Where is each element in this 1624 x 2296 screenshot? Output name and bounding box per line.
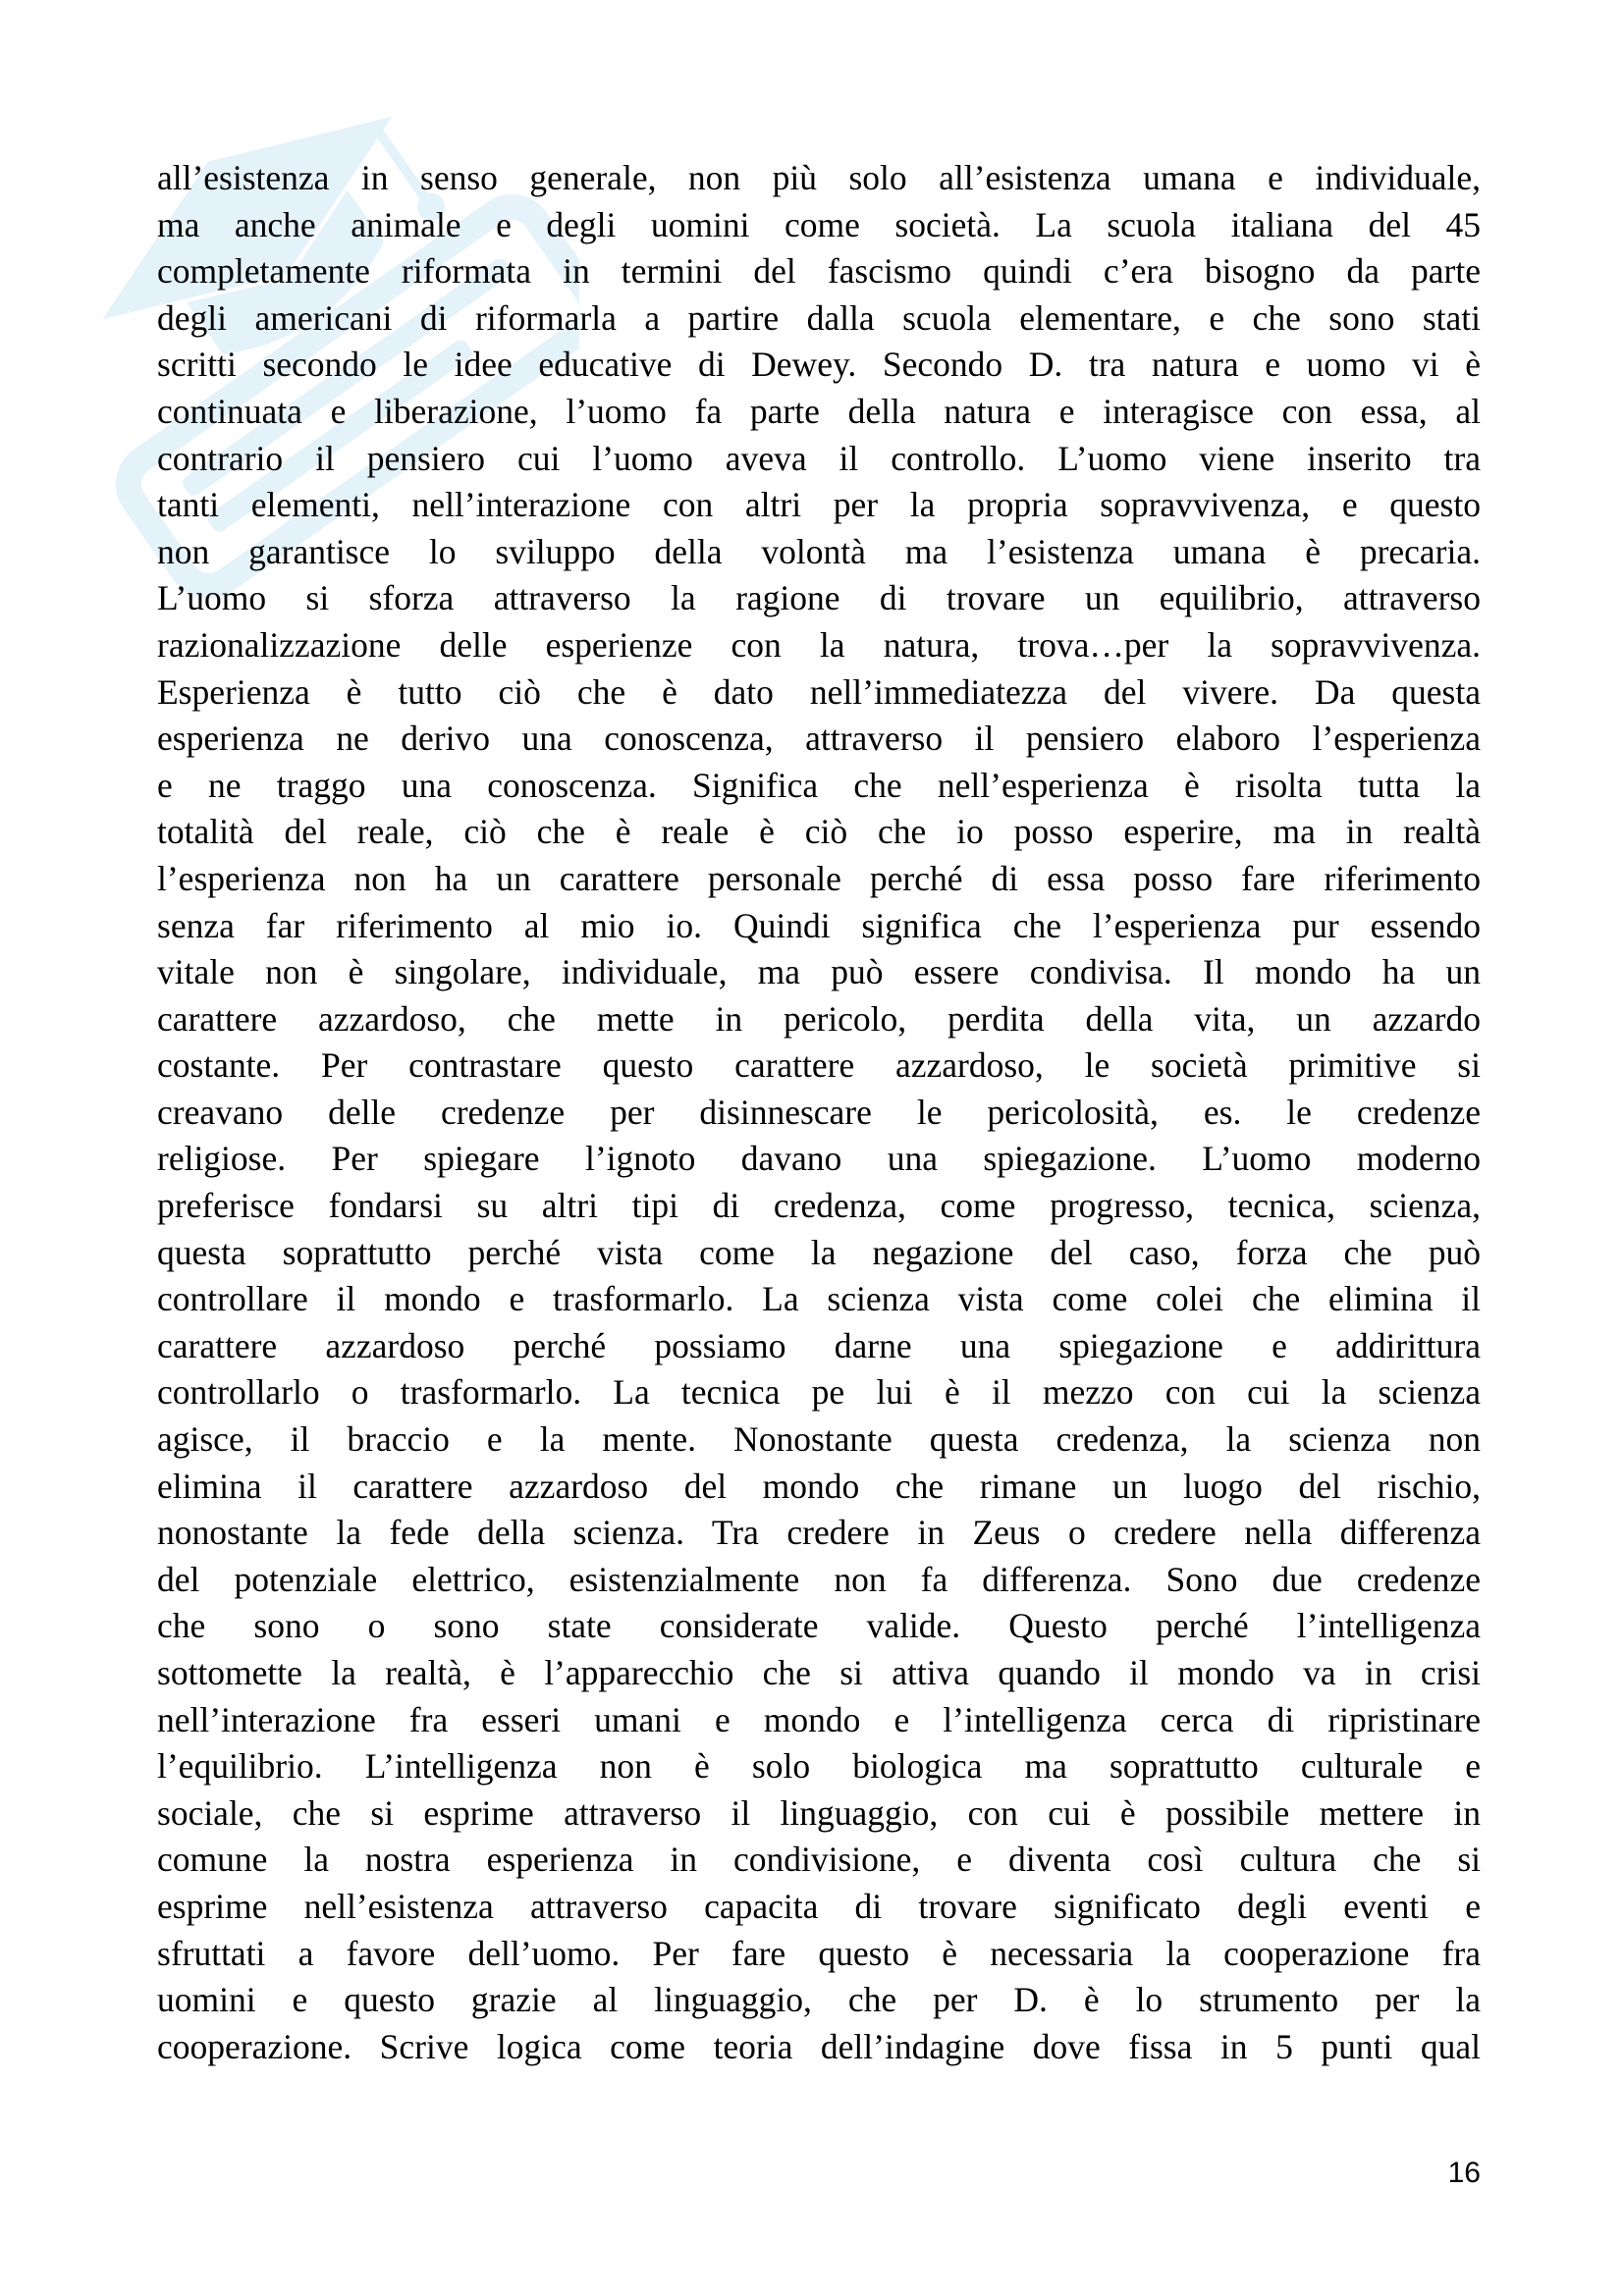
text-line: religiose. Per spiegare l’ignoto davano una spiegazione. L’uomo moderno — [157, 1139, 1481, 1179]
page-number: 16 — [1447, 2157, 1481, 2189]
text-line: contrario il pensiero cui l’uomo aveva il controllo. L’uomo viene inserito tra — [157, 438, 1481, 478]
text-line: l’esperienza non ha un carattere personale perché di essa posso fare riferimento — [157, 858, 1481, 898]
text-line: esperienza ne derivo una conoscenza, attraverso il pensiero elaboro l’esperienza — [157, 719, 1481, 759]
text-line: e ne traggo una conoscenza. Significa che nell’esperienza è risolta tutta la — [157, 765, 1481, 805]
text-line: questa soprattutto perché vista come la negazione del caso, forza che può — [157, 1232, 1481, 1272]
text-line: senza far riferimento al mio io. Quindi significa che l’esperienza pur essendo — [157, 905, 1481, 945]
text-line: agisce, il braccio e la mente. Nonostante questa credenza, la scienza non — [157, 1419, 1481, 1460]
text-line: carattere azzardoso, che mette in pericolo, perdita della vita, un azzardo — [157, 998, 1481, 1039]
text-line: ma anche animale e degli uomini come società. La scuola italiana del 45 — [157, 204, 1481, 244]
text-line: preferisce fondarsi su altri tipi di credenza, come progresso, tecnica, scienza, — [157, 1186, 1481, 1226]
document-body — [157, 155, 1481, 2070]
text-line: Esperienza è tutto ciò che è dato nell’immediatezza del vivere. Da questa — [157, 671, 1481, 712]
text-line: degli americani di riformarla a partire dalla scuola elementare, e che sono stati — [157, 297, 1481, 338]
text-line: comune la nostra esperienza in condivisione, e diventa così cultura che si — [157, 1840, 1481, 1880]
text-line: L’uomo si sforza attraverso la ragione di trovare un equilibrio, attraverso — [157, 578, 1481, 618]
text-line: creavano delle credenze per disinnescare le pericolosità, es. le credenze — [157, 1092, 1481, 1132]
text-line: totalità del reale, ciò che è reale è ciò che io posso esperire, ma in realtà — [157, 812, 1481, 852]
text-line: all’esistenza in senso generale, non più solo all’esistenza umana e individuale, — [157, 158, 1481, 197]
text-line: nonostante la fede della scienza. Tra credere in Zeus o credere nella differenza — [157, 1513, 1481, 1553]
text-line: controllare il mondo e trasformarlo. La scienza vista come colei che elimina il — [157, 1279, 1481, 1319]
text-line: costante. Per contrastare questo carattere azzardoso, le società primitive si — [157, 1045, 1481, 1086]
text-line: tanti elementi, nell’interazione con altri per la propria sopravvivenza, e questo — [157, 485, 1481, 525]
text-line: non garantisce lo sviluppo della volontà ma l’esistenza umana è precaria. — [157, 531, 1481, 571]
text-line: sociale, che si esprime attraverso il linguaggio, con cui è possibile mettere in — [157, 1792, 1481, 1833]
text-line: cooperazione. Scrive logica come teoria dell’indagine dove fissa in 5 punti qual — [157, 2026, 1481, 2066]
text-line: razionalizzazione delle esperienze con la natura, trova…per la sopravvivenza. — [157, 624, 1481, 665]
text-line: nell’interazione fra esseri umani e mondo e l’intelligenza cerca di ripristinare — [157, 1699, 1481, 1739]
text-line: completamente riformata in termini del fascismo quindi c’era bisogno da parte — [157, 251, 1481, 292]
text-line: sfruttati a favore dell’uomo. Per fare questo è necessaria la cooperazione fra — [157, 1933, 1481, 1973]
text-line: scritti secondo le idee educative di Dewey. Secondo D. tra natura e uomo vi è — [157, 345, 1481, 385]
text-line: controllarlo o trasformarlo. La tecnica pe lui è il mezzo con cui la scienza — [157, 1372, 1481, 1413]
text-line: l’equilibrio. L’intelligenza non è solo biologica ma soprattutto culturale e — [157, 1746, 1481, 1787]
text-line: che sono o sono state considerate valide. Questo perché l’intelligenza — [157, 1606, 1481, 1646]
text-line: elimina il carattere azzardoso del mondo che rimane un luogo del rischio, — [157, 1466, 1481, 1506]
text-line: esprime nell’esistenza attraverso capacita di trovare significato degli eventi e — [157, 1886, 1481, 1926]
text-line: del potenziale elettrico, esistenzialmente non fa differenza. Sono due credenze — [157, 1559, 1481, 1599]
text-line: vitale non è singolare, individuale, ma può essere condivisa. Il mondo ha un — [157, 952, 1481, 992]
text-line: continuata e liberazione, l’uomo fa parte della natura e interagisce con essa, al — [157, 391, 1481, 431]
text-line: carattere azzardoso perché possiamo darne una spiegazione e addirittura — [157, 1325, 1481, 1365]
text-line: uomini e questo grazie al linguaggio, che per D. è lo strumento per la — [157, 1980, 1481, 2020]
text-line: sottomette la realtà, è l’apparecchio che si attiva quando il mondo va in crisi — [157, 1653, 1481, 1692]
